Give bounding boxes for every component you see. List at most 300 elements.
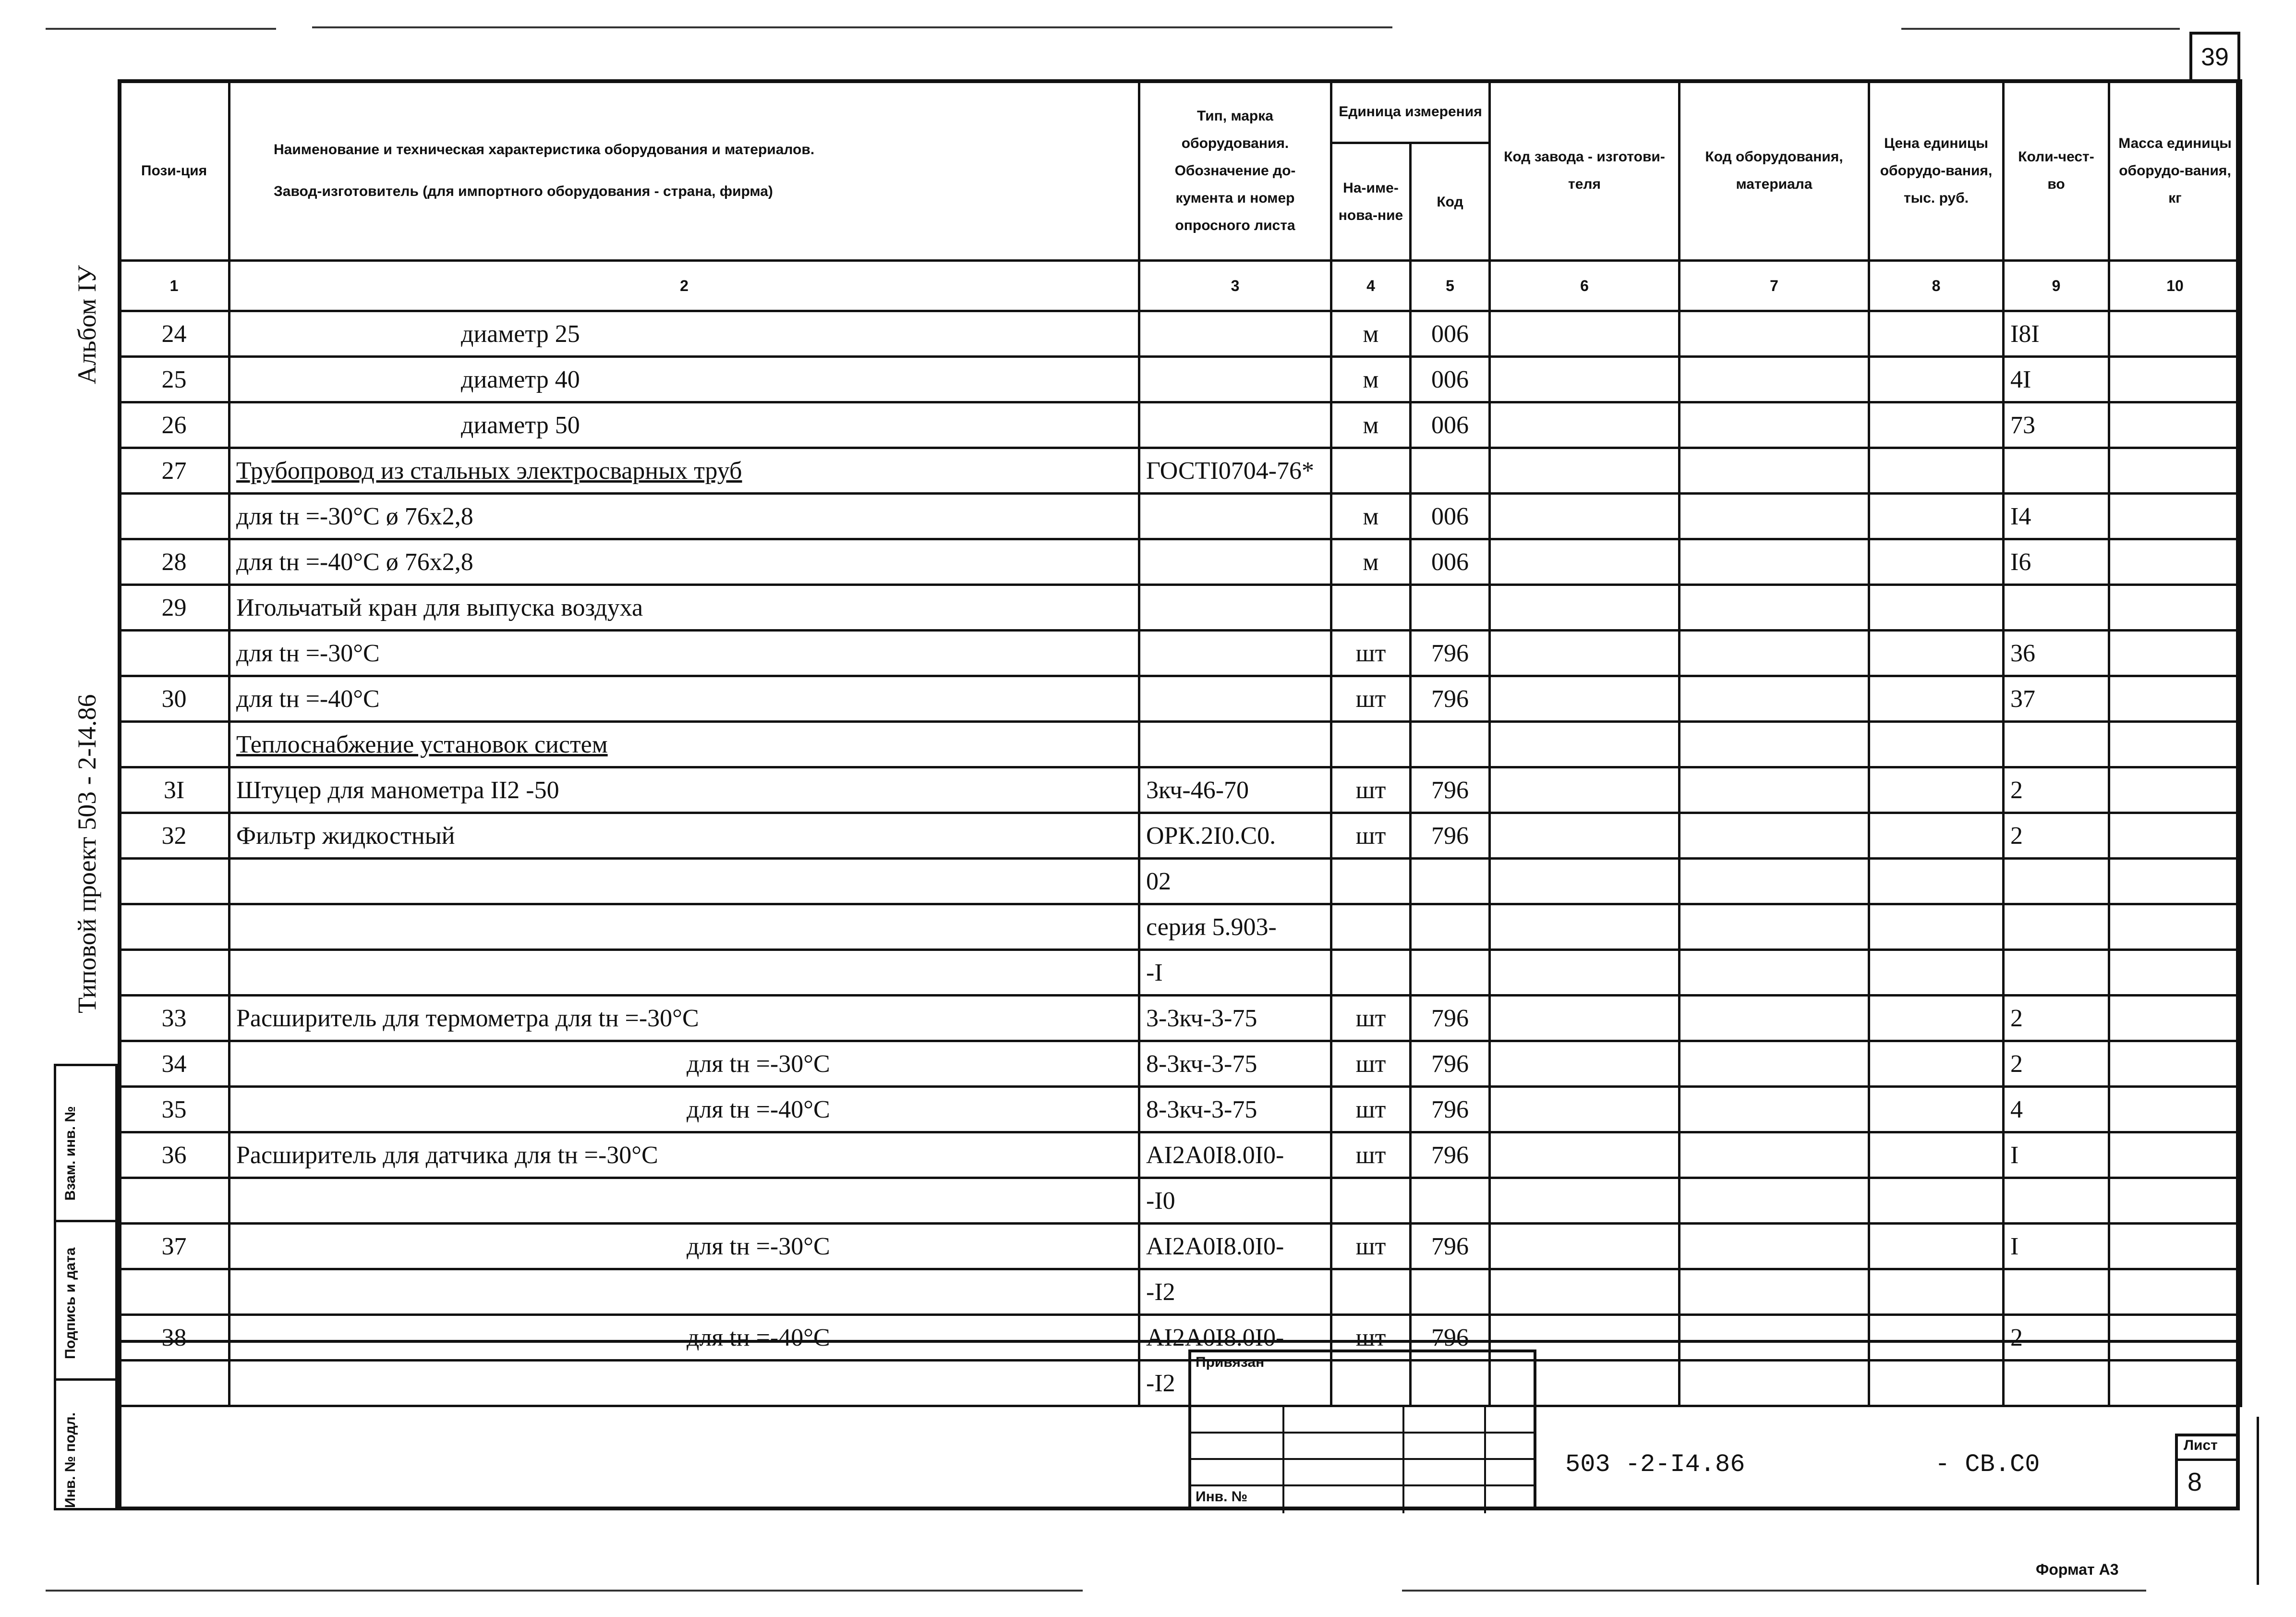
row-quantity: 73 [2004, 402, 2109, 448]
bottom-rule-right [1402, 1590, 2146, 1592]
row-equipment-code [1680, 494, 1869, 539]
row-factory-code [1490, 950, 1680, 996]
sheet-line [2178, 1459, 2240, 1461]
row-quantity: 4 [2004, 1087, 2109, 1132]
row-quantity [2004, 585, 2109, 631]
row-mass [2109, 1132, 2241, 1178]
row-mass [2109, 1178, 2241, 1224]
row-type: 3кч-46-70 [1139, 767, 1331, 813]
row-type [1139, 585, 1331, 631]
album-title: Альбом IУ [73, 265, 101, 384]
row-quantity [2004, 1178, 2109, 1224]
row-position: 36 [119, 1132, 230, 1178]
header-equipment-code: Код оборудования, материала [1680, 81, 1869, 261]
row-mass [2109, 767, 2241, 813]
row-price [1869, 859, 2004, 904]
col-number: 2 [230, 261, 1139, 311]
table-row [119, 585, 2241, 631]
row-unit [1331, 1269, 1411, 1315]
row-mass [2109, 996, 2241, 1041]
row-mass [2109, 1087, 2241, 1132]
row-unit-code: 006 [1411, 494, 1490, 539]
row-factory-code [1490, 311, 1680, 357]
row-name: диаметр 25 [230, 311, 1139, 357]
row-quantity [2004, 904, 2109, 950]
row-unit: шт [1331, 996, 1411, 1041]
row-factory-code [1490, 631, 1680, 676]
row-name: Игольчатый кран для выпуска воздуха [230, 585, 1139, 631]
row-price [1869, 1087, 2004, 1132]
row-type: -I2 [1139, 1361, 1331, 1406]
row-unit-code [1411, 585, 1490, 631]
row-quantity [2004, 1361, 2109, 1406]
row-position [119, 631, 230, 676]
row-equipment-code [1680, 676, 1869, 722]
side-label-inv: Инв. № подл. [62, 1412, 78, 1508]
row-type [1139, 676, 1331, 722]
row-unit: шт [1331, 631, 1411, 676]
row-unit [1331, 722, 1411, 767]
row-equipment-code [1680, 813, 1869, 859]
row-price [1869, 996, 2004, 1041]
row-quantity: 2 [2004, 1315, 2109, 1361]
col-number: 10 [2109, 261, 2241, 311]
row-quantity [2004, 950, 2109, 996]
row-name [230, 1269, 1139, 1315]
row-price [1869, 631, 2004, 676]
row-position: 3I [119, 767, 230, 813]
row-unit-code [1411, 448, 1490, 494]
row-name: Штуцер для манометра II2 -50 [230, 767, 1139, 813]
table-row [119, 1224, 2241, 1269]
table-row [119, 722, 2241, 767]
row-type: ОРК.2I0.С0. [1139, 813, 1331, 859]
table-row [119, 767, 2241, 813]
row-factory-code [1490, 539, 1680, 585]
row-equipment-code [1680, 1361, 1869, 1406]
row-name: для tн =-30°С [230, 631, 1139, 676]
table-row [119, 539, 2241, 585]
row-price [1869, 1361, 2004, 1406]
row-price [1869, 1224, 2004, 1269]
row-position [119, 1178, 230, 1224]
row-unit [1331, 1178, 1411, 1224]
row-name [230, 1361, 1139, 1406]
row-equipment-code [1680, 1269, 1869, 1315]
row-type [1139, 722, 1331, 767]
row-price [1869, 357, 2004, 402]
row-type: ГОСТI0704-76* [1139, 448, 1331, 494]
row-factory-code [1490, 357, 1680, 402]
row-position: 25 [119, 357, 230, 402]
row-equipment-code [1680, 1041, 1869, 1087]
project-title: Типовой проект 503 - 2-I4.86 [73, 694, 101, 1013]
row-type: 3-3кч-3-75 [1139, 996, 1331, 1041]
row-unit [1331, 859, 1411, 904]
row-unit: шт [1331, 1224, 1411, 1269]
row-unit-code: 006 [1411, 539, 1490, 585]
row-unit-code: 796 [1411, 676, 1490, 722]
row-equipment-code [1680, 1315, 1869, 1361]
row-equipment-code [1680, 950, 1869, 996]
row-mass [2109, 357, 2241, 402]
col-number: 6 [1490, 261, 1680, 311]
row-mass [2109, 676, 2241, 722]
stamp-line [1191, 1458, 1534, 1460]
col-number: 7 [1680, 261, 1869, 311]
row-type: -I2 [1139, 1269, 1331, 1315]
row-type: AI2A0I8.0I0- [1139, 1132, 1331, 1178]
table-row [119, 357, 2241, 402]
sheet-top-rule [2175, 1434, 2240, 1436]
row-price [1869, 722, 2004, 767]
row-unit: м [1331, 357, 1411, 402]
row-price [1869, 494, 2004, 539]
row-unit-code: 796 [1411, 1132, 1490, 1178]
row-equipment-code [1680, 1087, 1869, 1132]
stamp-vline [1402, 1405, 1404, 1513]
row-position [119, 859, 230, 904]
row-factory-code [1490, 676, 1680, 722]
row-unit: шт [1331, 767, 1411, 813]
row-type [1139, 311, 1331, 357]
top-rule-right [1901, 28, 2180, 30]
page-number: 39 [2189, 32, 2240, 82]
row-mass [2109, 859, 2241, 904]
row-price [1869, 950, 2004, 996]
row-mass [2109, 1315, 2241, 1361]
row-position: 33 [119, 996, 230, 1041]
row-mass [2109, 722, 2241, 767]
row-name: для tн =-30°С ø 76х2,8 [230, 494, 1139, 539]
row-quantity [2004, 1269, 2109, 1315]
row-price [1869, 1315, 2004, 1361]
row-type: -I0 [1139, 1178, 1331, 1224]
row-type [1139, 631, 1331, 676]
header-position: Пози-ция [119, 81, 230, 261]
row-type: 8-3кч-3-75 [1139, 1087, 1331, 1132]
row-name: для tн =-40°С ø 76х2,8 [230, 539, 1139, 585]
header-name-line1: Наименование и техническая характеристика оборудования и материалов. [274, 142, 815, 158]
row-name [230, 950, 1139, 996]
row-factory-code [1490, 767, 1680, 813]
row-price [1869, 539, 2004, 585]
row-mass [2109, 1269, 2241, 1315]
row-price [1869, 813, 2004, 859]
sheet-label: Лист [2184, 1437, 2218, 1453]
table-row [119, 448, 2241, 494]
row-type [1139, 357, 1331, 402]
bottom-rule-left [46, 1590, 1083, 1592]
sheet-box [2175, 1434, 2240, 1510]
row-mass [2109, 494, 2241, 539]
row-name: для tн =-40°С [230, 1315, 1139, 1361]
row-unit: шт [1331, 676, 1411, 722]
row-quantity [2004, 722, 2109, 767]
table-row [119, 813, 2241, 859]
row-unit: м [1331, 539, 1411, 585]
header-quantity: Коли-чест-во [2004, 81, 2109, 261]
row-mass [2109, 950, 2241, 996]
table-row [119, 311, 2241, 357]
row-factory-code [1490, 1224, 1680, 1269]
row-quantity: I [2004, 1224, 2109, 1269]
row-name: Трубопровод из стальных электросварных труб [230, 448, 1139, 494]
row-type [1139, 402, 1331, 448]
header-factory-code: Код завода - изготови-теля [1490, 81, 1680, 261]
row-name: диаметр 50 [230, 402, 1139, 448]
row-unit: м [1331, 311, 1411, 357]
row-type: серия 5.903- [1139, 904, 1331, 950]
col-number: 5 [1411, 261, 1490, 311]
row-unit: шт [1331, 1041, 1411, 1087]
row-quantity [2004, 448, 2109, 494]
row-equipment-code [1680, 357, 1869, 402]
table-body [119, 311, 2241, 1406]
row-unit-code: 796 [1411, 1041, 1490, 1087]
table-row [119, 1178, 2241, 1224]
table-row [119, 631, 2241, 676]
row-name: для tн =-40°С [230, 1087, 1139, 1132]
row-factory-code [1490, 585, 1680, 631]
row-type: AI2A0I8.0I0- [1139, 1315, 1331, 1361]
header-name-line2: Завод-изготовитель (для импортного оборудования - страна, фирма) [274, 183, 773, 199]
row-position [119, 1361, 230, 1406]
row-mass [2109, 539, 2241, 585]
row-name [230, 859, 1139, 904]
row-quantity [2004, 859, 2109, 904]
row-unit: м [1331, 494, 1411, 539]
top-rule-mid [312, 26, 1392, 28]
table-row [119, 904, 2241, 950]
column-number-row [119, 261, 2241, 311]
row-unit [1331, 585, 1411, 631]
row-unit-code: 796 [1411, 813, 1490, 859]
row-mass [2109, 904, 2241, 950]
row-mass [2109, 311, 2241, 357]
row-factory-code [1490, 1132, 1680, 1178]
sheet-value: 8 [2187, 1468, 2202, 1496]
table-row [119, 1132, 2241, 1178]
row-unit: шт [1331, 1315, 1411, 1361]
table-row [119, 996, 2241, 1041]
side-label-signature: Подпись и дата [62, 1247, 78, 1359]
title-area-rule [118, 1340, 2240, 1343]
row-price [1869, 1178, 2004, 1224]
row-equipment-code [1680, 311, 1869, 357]
row-unit [1331, 448, 1411, 494]
row-equipment-code [1680, 1224, 1869, 1269]
table-row [119, 1041, 2241, 1087]
header-type: Тип, марка оборудования. Обозначение до-кумента и номер опросного листа [1139, 81, 1331, 261]
row-price [1869, 767, 2004, 813]
row-unit-code [1411, 950, 1490, 996]
row-factory-code [1490, 1041, 1680, 1087]
row-factory-code [1490, 996, 1680, 1041]
row-equipment-code [1680, 767, 1869, 813]
stamp-line [1191, 1432, 1534, 1434]
row-position [119, 494, 230, 539]
document-code: - СВ.С0 [1935, 1450, 2040, 1479]
row-price [1869, 585, 2004, 631]
row-type: -I [1139, 950, 1331, 996]
row-equipment-code [1680, 859, 1869, 904]
row-quantity: 4I [2004, 357, 2109, 402]
row-equipment-code [1680, 904, 1869, 950]
row-position [119, 722, 230, 767]
row-unit-code: 006 [1411, 402, 1490, 448]
row-factory-code [1490, 1087, 1680, 1132]
row-unit: шт [1331, 1087, 1411, 1132]
row-unit: шт [1331, 813, 1411, 859]
row-unit-code [1411, 859, 1490, 904]
row-type: 8-3кч-3-75 [1139, 1041, 1331, 1087]
row-quantity: 2 [2004, 996, 2109, 1041]
row-factory-code [1490, 1269, 1680, 1315]
stamp-vline [1282, 1405, 1284, 1513]
header-mass: Масса единицы оборудо-вания, кг [2109, 81, 2241, 261]
table-row [119, 494, 2241, 539]
row-name: для tн =-40°С [230, 676, 1139, 722]
row-quantity: 2 [2004, 1041, 2109, 1087]
stamp-line [1191, 1405, 1534, 1407]
row-mass [2109, 585, 2241, 631]
row-quantity: 37 [2004, 676, 2109, 722]
stamp-line [1191, 1484, 1534, 1486]
table-row [119, 676, 2241, 722]
row-position [119, 904, 230, 950]
row-unit [1331, 904, 1411, 950]
row-equipment-code [1680, 585, 1869, 631]
row-quantity: I6 [2004, 539, 2109, 585]
row-unit-code: 796 [1411, 996, 1490, 1041]
row-unit [1331, 950, 1411, 996]
row-equipment-code [1680, 402, 1869, 448]
format-label: Формат А3 [2036, 1561, 2119, 1578]
table-row [119, 1269, 2241, 1315]
row-quantity: I [2004, 1132, 2109, 1178]
stamp-linked-label: Привязан [1196, 1354, 1265, 1370]
col-number: 8 [1869, 261, 2004, 311]
row-price [1869, 311, 2004, 357]
row-unit-code: 796 [1411, 631, 1490, 676]
row-equipment-code [1680, 631, 1869, 676]
row-position: 38 [119, 1315, 230, 1361]
row-factory-code [1490, 722, 1680, 767]
row-position: 34 [119, 1041, 230, 1087]
row-position: 29 [119, 585, 230, 631]
row-mass [2109, 1361, 2241, 1406]
row-unit-code: 796 [1411, 1224, 1490, 1269]
row-position [119, 1269, 230, 1315]
row-mass [2109, 448, 2241, 494]
row-mass [2109, 631, 2241, 676]
col-number: 3 [1139, 261, 1331, 311]
header-unit-name: На-име-нова-ние [1331, 143, 1411, 261]
row-name: для tн =-30°С [230, 1041, 1139, 1087]
row-name: Теплоснабжение установок систем [230, 722, 1139, 767]
row-price [1869, 904, 2004, 950]
row-equipment-code [1680, 539, 1869, 585]
row-name: диаметр 40 [230, 357, 1139, 402]
table-row [119, 402, 2241, 448]
row-position: 32 [119, 813, 230, 859]
row-unit-code [1411, 1178, 1490, 1224]
row-quantity: I8I [2004, 311, 2109, 357]
row-unit-code: 006 [1411, 357, 1490, 402]
row-unit: шт [1331, 1132, 1411, 1178]
row-unit-code [1411, 1269, 1490, 1315]
row-position: 26 [119, 402, 230, 448]
row-factory-code [1490, 813, 1680, 859]
row-name: для tн =-30°С [230, 1224, 1139, 1269]
row-unit: м [1331, 402, 1411, 448]
row-mass [2109, 402, 2241, 448]
row-position [119, 950, 230, 996]
row-factory-code [1490, 1178, 1680, 1224]
row-mass [2109, 1041, 2241, 1087]
row-factory-code [1490, 402, 1680, 448]
row-unit-code: 796 [1411, 1087, 1490, 1132]
row-factory-code [1490, 448, 1680, 494]
table-row [119, 859, 2241, 904]
row-price [1869, 1041, 2004, 1087]
row-factory-code [1490, 859, 1680, 904]
row-unit-code: 796 [1411, 1315, 1490, 1361]
stamp-inv-label: Инв. № [1196, 1489, 1248, 1505]
col-number: 4 [1331, 261, 1411, 311]
row-name [230, 904, 1139, 950]
row-equipment-code [1680, 1132, 1869, 1178]
row-mass [2109, 1224, 2241, 1269]
header-name [230, 81, 1139, 261]
row-unit-code: 796 [1411, 767, 1490, 813]
row-unit-code: 006 [1411, 311, 1490, 357]
row-type: 02 [1139, 859, 1331, 904]
stamp-vline [1484, 1405, 1486, 1513]
table-row [119, 1315, 2241, 1361]
row-mass [2109, 813, 2241, 859]
table-row [119, 1087, 2241, 1132]
row-position: 35 [119, 1087, 230, 1132]
side-label-exchange: Взам. инв. № [62, 1106, 78, 1201]
row-type: AI2A0I8.0I0- [1139, 1224, 1331, 1269]
row-name: Фильтр жидкостный [230, 813, 1139, 859]
row-factory-code [1490, 904, 1680, 950]
row-name: Расширитель для датчика для tн =-30°С [230, 1132, 1139, 1178]
row-position: 28 [119, 539, 230, 585]
header-unit-group: Единица измерения [1331, 81, 1490, 143]
row-type [1139, 539, 1331, 585]
row-equipment-code [1680, 1178, 1869, 1224]
document-number: 503 -2-I4.86 [1565, 1450, 1745, 1479]
header-unit-code: Код [1411, 143, 1490, 261]
row-price [1869, 676, 2004, 722]
row-quantity: 2 [2004, 813, 2109, 859]
col-number: 9 [2004, 261, 2109, 311]
specification-table [118, 79, 2242, 1407]
table-row [119, 1361, 2241, 1406]
linked-stamp [1188, 1350, 1536, 1510]
row-name [230, 1178, 1139, 1224]
row-quantity: 36 [2004, 631, 2109, 676]
row-price [1869, 1269, 2004, 1315]
row-position: 30 [119, 676, 230, 722]
row-factory-code [1490, 494, 1680, 539]
header-price: Цена единицы оборудо-вания, тыс. руб. [1869, 81, 2004, 261]
row-type [1139, 494, 1331, 539]
row-equipment-code [1680, 722, 1869, 767]
